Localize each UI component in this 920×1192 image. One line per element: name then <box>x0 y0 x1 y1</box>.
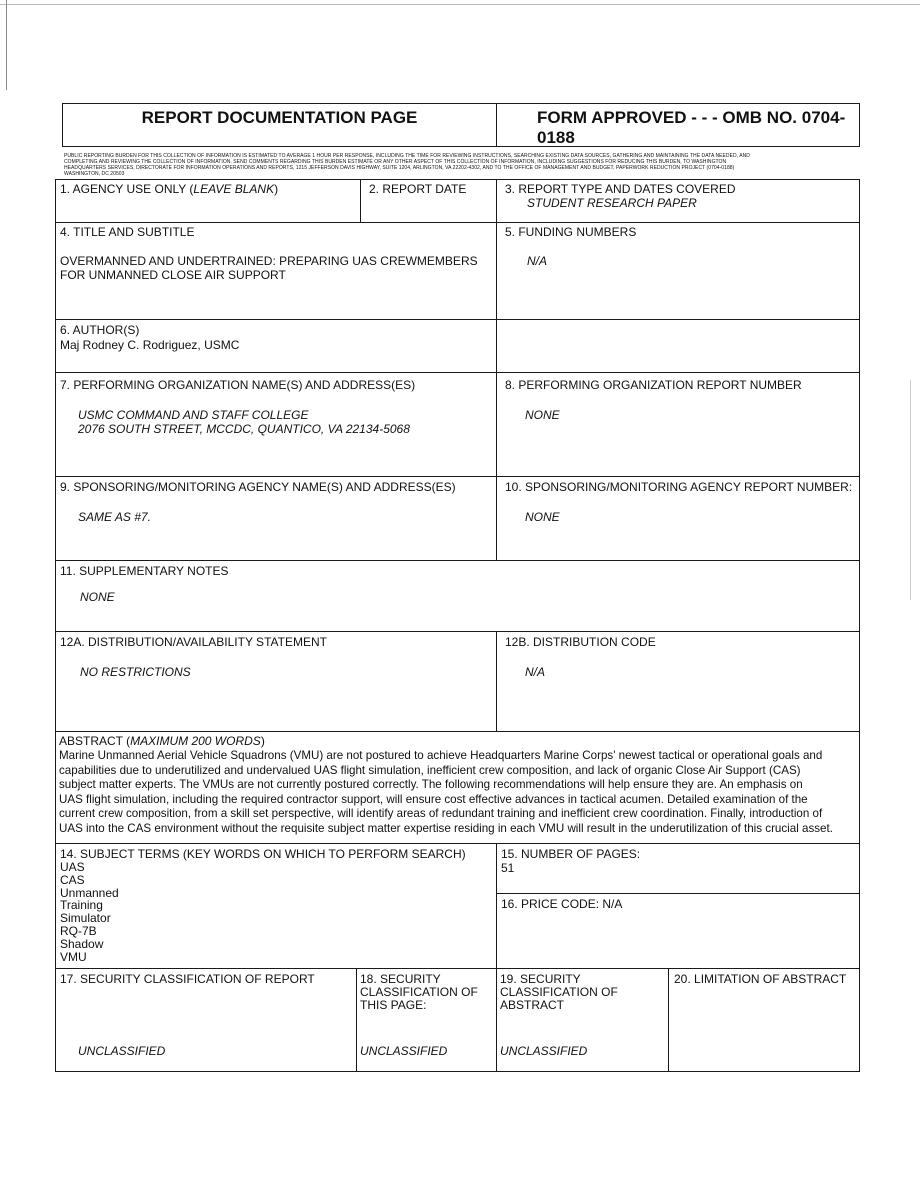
field-5-funding: 5. FUNDING NUMBERS N/A <box>496 222 860 320</box>
subject-term: VMU <box>60 949 87 964</box>
scan-edge-mark-right <box>910 380 911 600</box>
subject-term: Training <box>60 898 103 913</box>
field-15-number-of-pages: 15. NUMBER OF PAGES: 51 <box>496 843 860 894</box>
subject-term: Unmanned <box>60 885 119 900</box>
field-18-security-page: 18. SECURITY CLASSIFICATION OF THIS PAGE: UNCLASSIFIED <box>356 968 497 1072</box>
subject-term: Simulator <box>60 911 111 926</box>
field-6-authors: 6. AUTHOR(S) Maj Rodney C. Rodriguez, USMC <box>55 319 497 373</box>
subject-term: UAS <box>60 860 85 874</box>
field-4-title: 4. TITLE AND SUBTITLE OVERMANNED AND UNDERTRAINED: PREPARING UAS CREWMEMBERS FOR UNMANNED CLOSE AIR SUPPORT <box>55 222 497 320</box>
field-3-report-type: 3. REPORT TYPE AND DATES COVERED STUDENT RESEARCH PAPER <box>496 179 860 223</box>
field-12a-distribution: 12A. DISTRIBUTION/AVAILABILITY STATEMENT NO RESTRICTIONS <box>55 631 497 732</box>
field-14-subject-terms: 14. SUBJECT TERMS (KEY WORDS ON WHICH TO PERFORM SEARCH) UAS CAS Unmanned Training Simulator RQ-7B Shadow VMU <box>55 843 497 969</box>
page-title: REPORT DOCUMENTATION PAGE <box>141 108 418 127</box>
header-left-box <box>62 103 497 147</box>
subject-term: Shadow <box>60 936 104 951</box>
field-12b-distribution-code: 12B. DISTRIBUTION CODE N/A <box>496 631 860 732</box>
field-6-right-blank <box>496 319 860 373</box>
subject-terms-list <box>60 861 496 963</box>
omb-number: FORM APPROVED - - - OMB NO. 0704-0188 <box>537 108 846 147</box>
field-19-security-abstract: 19. SECURITY CLASSIFICATION OF ABSTRACT UNCLASSIFIED <box>496 968 669 1072</box>
burden-notice: PUBLIC REPORTING BURDEN FOR THIS COLLECTION OF INFORMATION IS ESTIMATED TO AVERAGE 1 HOUR PER RESPONSE, INCLUDING THE TIME FOR REVIEWING INSTRUCTIONS, SEARCHING EXISTING DATA SOURCES, GATHERING AND MAINTAINING THE DATA NEEDED, AND COMPLETING AND REVIEWING THE COLLECTION OF INFORMATION. SEND COMMENTS REGARDING THIS BURDEN ESTIMATE OR ANY OTHER ASPECT OF THIS COLLECTION OF INFORMATION, INCLUDING SUGGESTIONS FOR REDUCING THIS BURDEN, TO WASHINGTON HEADQUARTERS SERVICES, DIRECTORATE FOR INFORMATION OPERATIONS AND REPORTS, 1215 JEFFERSON DAVIS HIGHWAY, SUITE 1204, ARLINGTON, VA 22202-4302, AND TO THE OFFICE OF MANAGEMENT AND BUDGET, PAPERWORK REDUCTION PROJECT (0704-0188) WASHINGTON, DC 20503 <box>64 153 750 177</box>
field-7-performing-org: 7. PERFORMING ORGANIZATION NAME(S) AND ADDRESS(ES) USMC COMMAND AND STAFF COLLEGE 2076 SOUTH STREET, MCCDC, QUANTICO, VA 22134-5068 <box>55 372 497 477</box>
field-16-price-code: 16. PRICE CODE: N/A <box>496 893 860 969</box>
scan-edge-line <box>0 4 920 5</box>
field-2-report-date: 2. REPORT DATE <box>360 179 497 223</box>
field-13-abstract: ABSTRACT (MAXIMUM 200 WORDS) Marine Unmanned Aerial Vehicle Squadrons (VMU) are not postured to achieve Headquarters Marine Corps' newest tactical or operational goals and capabilities due to underutilized and undervalued UAS flight simulation, inefficient crew composition, and lack of organic Close Air Support (CAS) subject matter experts. The VMUs are not currently postured correctly. The following recommendations will help ensure they are. An emphasis on UAS flight simulation, including the required contractor support, will ensure cost effective advances in tactical acumen. Detailed examination of the current crew composition, from a skill set perspective, will identify areas of redundant training and inefficient crew coordination. Finally, introduction of UAS into the CAS environment without the requisite subject matter expertise residing in each VMU will result in the underutilization of this crucial asset. <box>55 731 860 844</box>
field-17-security-report: 17. SECURITY CLASSIFICATION OF REPORT UNCLASSIFIED <box>55 968 357 1072</box>
field-8-org-report-number: 8. PERFORMING ORGANIZATION REPORT NUMBER NONE <box>496 372 860 477</box>
abstract-text: Marine Unmanned Aerial Vehicle Squadrons (VMU) are not postured to achieve Headquarters Marine Corps' newest tactical or operational goals and capabilities due to underutilized and undervalued UAS flight simulation, inefficient crew composition, and lack of organic Close Air Support (CAS) subject matter experts. The VMUs are not currently postured correctly. The following recommendations will help ensure they are. An emphasis on UAS flight simulation, including the required contractor support, will ensure cost effective advances in tactical acumen. Detailed examination of the current crew composition, from a skill set perspective, will identify areas of redundant training and inefficient crew coordination. Finally, introduction of UAS into the CAS environment without the requisite subject matter expertise residing in each VMU will result in the underutilization of this crucial asset. <box>59 749 833 835</box>
field-9-sponsoring-agency: 9. SPONSORING/MONITORING AGENCY NAME(S) AND ADDRESS(ES) SAME AS #7. <box>55 476 497 561</box>
field-11-supplementary-notes: 11. SUPPLEMENTARY NOTES NONE <box>55 560 860 632</box>
field-10-agency-report-number: 10. SPONSORING/MONITORING AGENCY REPORT NUMBER: NONE <box>496 476 860 561</box>
scan-edge-mark <box>6 0 7 90</box>
subject-term: CAS <box>60 872 85 887</box>
header-right-box <box>496 103 860 147</box>
subject-term: RQ-7B <box>60 923 97 938</box>
field-1-agency-use: 1. AGENCY USE ONLY (LEAVE BLANK) <box>55 179 361 223</box>
field-20-limitation: 20. LIMITATION OF ABSTRACT <box>668 968 860 1072</box>
